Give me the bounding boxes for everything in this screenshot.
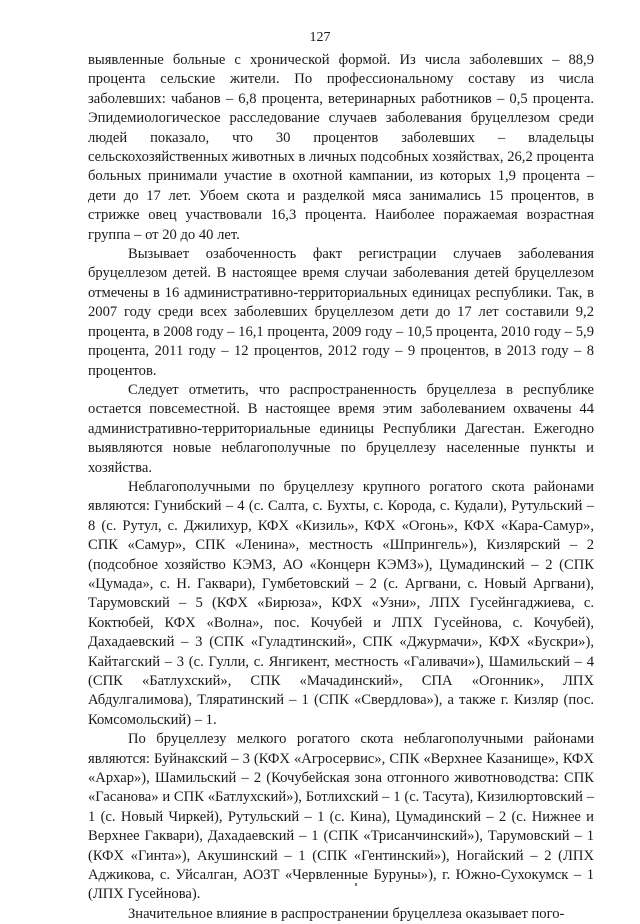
paragraph-closing: Значительное влияние в распространении бруцеллеза оказывает пого- bbox=[128, 905, 565, 922]
page-number: 127 bbox=[309, 30, 331, 45]
paragraph-children-cases: Вызывает озабоченность факт регистрации случаев заболевания бруцеллезом детей. В настоящее время случаи заболевания детей бруцеллезом отмечены в 16 административно-территориальных единицах республики. Так, в 2007 году среди всех заболевших бруцеллезом дети до 17 лет составили 9,2 процента, в 2008 году – 16,1 процента, 2009 году – 10,5 процента, 2010 году – 5,9 процента, 2011 году – 12 процентов, 2012 году – 9 процентов, в 2013 году – 8 процентов. bbox=[88, 246, 594, 379]
paragraph-cattle-districts: Неблагополучными по бруцеллезу крупного рогатого скота районами являются: Гунибский – 4 (с. Салта, с. Бухты, с. Корода, с. Кудали), Рутульский – 8 (с. Рутул, с. Джилихур, КФХ «Кизиль», КФХ «Огонь», КФХ «Кара-Самур», СПК «Самур», СПК «Ленина», местность «Шпрингель»), Кизлярский – 2 (подсобное хозяйство КЭМЗ, АО «Концерн КЭМЗ»), Цумадинский – 2 (СПК «Цумада», с. Н. Гаквари), Гумбетовский – 2 (с. Аргвани, с. Новый Аргвани), Тарумовский – 5 (КФХ «Бирюза», КФХ «Узни», ЛПХ Гусейнгаджиева, с. Коктюбей, КФХ «Волна», пос. Кочубей и ЛПХ Гусейнова, с. Кочубей), Дахадаевский – 3 (СПК «Гуладтинский», СПК «Джурмачи», КФХ «Бускри»), Кайтагский – 3 (с. Гулли, с. Янгикент, местность «Галивачи»), Шамильский – 4 (СПК «Батлухский», СПК «Мачадинский», СПА «Огонник», ЛПХ Абдулгалимова), Тляратинский – 1 (СПК «Свердлова»), а также г. Кизляр (пос. Комсомольский) – 1. bbox=[88, 478, 594, 728]
document-body bbox=[88, 51, 594, 924]
scan-speck bbox=[355, 883, 357, 886]
paragraph-continuation: выявленные больные с хронической формой. Из числа заболевших – 88,9 процента сельские жители. По профессиональному составу из числа заболевших: чабанов – 6,8 процента, ветеринарных работников – 0,5 процента. Эпидемиологическое расследование случаев заболевания бруцеллезом среди людей показало, что 30 процентов заболевших – владельцы сельскохозяйственных животных в личных подсобных хозяйствах, 26,2 процента больных принимали участие в охотной кампании, из которых 1,9 процента – дети до 17 лет. Убоем скота и разделкой мяса занимались 15 процентов, в стрижке овец участвовали 16,3 процента. Наиболее поражаемая возрастная группа – от 20 до 40 лет. bbox=[88, 52, 594, 243]
paragraph-prevalence: Следует отметить, что распространенность бруцеллеза в республике остается повсеместной. В настоящее время этим заболеванием охвачены 44 административно-территориальные единицы Республики Дагестан. Ежегодно выявляются новые неблагополучные по бруцеллезу населенные пункты и хозяйства. bbox=[88, 381, 594, 476]
paragraph-small-cattle-districts: По бруцеллезу мелкого рогатого скота неблагополучными районами являются: Буйнакский – 3 (КФХ «Агросервис», СПК «Верхнее Казанище», КФХ «Архар»), Шамильский – 2 (Кочубейская зона отгонного животноводства: СПК «Гасанова» и СПК «Батлухский»), Ботлихский – 1 (с. Тасута), Кизилюртовский – 1 (с. Новый Чиркей), Рутульский – 1 (с. Кина), Цумадинский – 2 (с. Нижнее и Верхнее Гаквари), Дахадаевский – 1 (СПК «Трисанчинский»), Тарумовский – 1 (КФХ «Гинта»), Акушинский – 1 (СПК «Гентинский»), Ногайский – 2 (ЛПХ Аджикова, с. Уйсалган, АОЗТ «Червленные Буруны»), г. Южно-Сухокумск – 1 (ЛПХ Гусейнова). bbox=[88, 731, 594, 903]
